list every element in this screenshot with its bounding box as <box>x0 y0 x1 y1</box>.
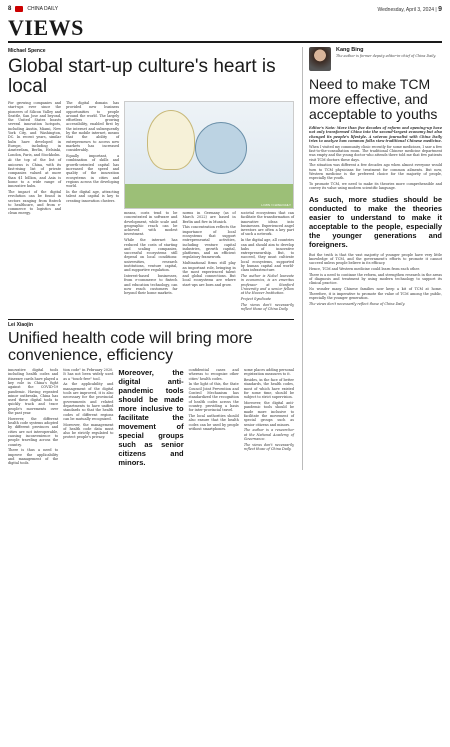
paragraph: Multinational firms still play an important role, bringing in the most experienced talent and global connections. But local ecosystems are where start-ups are born and grow. <box>182 261 236 287</box>
paragraph: Moreover, the management of health code data must also be strictly regulated to protect people's privacy. <box>63 422 114 440</box>
author-name: Kang Bing <box>336 47 364 53</box>
article2-headline: Unified health code will bring more convenience, efficiency <box>8 330 253 365</box>
lightbulb-icon <box>147 110 195 170</box>
disclaimer: The views don't necessarily reflect those of China Daily. <box>240 302 294 312</box>
paragraph: In the light of this, the State Council Joint Prevention and Control Mechanism has standardized the recognition of health codes across the country, providing a basis for inter-provincial travel. <box>188 382 239 413</box>
paragraph: Hence, TCM and Western medicine could learn from each other. <box>309 267 420 272</box>
article2-pull-quote: Moreover, the digital anti-pandemic tools should be made more inclusive to facilitate the movement of special groups such as senior citizens and minors. <box>118 368 184 468</box>
article1-byline: Michael Spence <box>8 48 46 54</box>
illustration-image <box>124 101 294 209</box>
paragraph: In the digital age, all countries can and should aim to develop hubs of innovative entrepreneurship. But, to succeed, they must cultivate local ecosystems, supported by human capital and world-class infrastructure. <box>240 238 294 273</box>
article2-col-1 <box>8 368 58 470</box>
author-avatar <box>309 47 331 71</box>
illustration-credit: LI MIN / CHINA DAILY <box>261 202 291 207</box>
paragraph: The digital domain has provided new business opportunities to people around the world. The largely effortless growing accessibility, enabled first by the internet and subsequently by the mobile internet, means that the ability of entrepreneurs to access new markets has increased considerably. <box>66 101 120 153</box>
source-note: Project Syndicate <box>240 297 272 302</box>
paragraph: When I visited my community clinic recently for some medicines, I saw a few fast-to-the-consultation room. The traditional Chinese medicine department was empty and the young doctor who attends there told me that few patients visit TCM doctors these days. <box>309 144 442 162</box>
paragraph: norms in Germany (as of March 2022) are based in Berlin and five in Munich. <box>182 211 236 224</box>
paragraph: To promote TCM, we need to make its theories more comprehensible and convey its value using modern scientific language. <box>309 182 442 191</box>
left-column <box>8 47 294 470</box>
page-header: 8 CHINA DAILY Wednesday, April 3, 2024 | 9 <box>8 5 442 13</box>
section-title: VIEWS <box>8 15 84 40</box>
paragraph: The local authorities should also ensure that the health codes can be used by people without smartphones. <box>188 414 239 431</box>
paragraph: some places adding personal registration measures to it. <box>243 368 294 377</box>
disclaimer: The views don't necessarily reflect those of China Daily. <box>309 301 406 306</box>
article1-art-and-cols <box>124 101 294 313</box>
paragraph: There is thus a need to improve the applicability and management of the digital tools. <box>8 448 59 466</box>
paragraph: confidential cases and whereas to recognize other cities' health codes. <box>188 368 239 381</box>
article2-col-2 <box>63 368 113 470</box>
paragraph: Equally important, a combination of skills and growth-oriented capital has increased the speed and quality of the innovation ecosystems in cities and regions across the developing world. <box>66 154 120 189</box>
article1-lower-cols <box>124 211 294 313</box>
article-divider <box>8 319 294 320</box>
right-column <box>302 47 442 470</box>
paragraph: The situation was different a few decades ago when almost everyone would turn to TCM physicians for treatment for common ailments. But now, Western medicine is the preferred choice for the majority of people, especially the youth. <box>309 163 442 181</box>
article1-col-4 <box>182 211 235 313</box>
paragraph: Moreover, the digital anti-pandemic tools should be made more inclusive to facilitate the movement of special groups such as senior citizens and minors. <box>243 401 294 427</box>
paragraph: innovative digital tools including health codes and itinerary cards have played a key role in China's fight against the COVID-19 pandemic. Having repeated minor outbreaks, China has used these digital tools to quickly track and trace people's movements over the past year. <box>8 368 59 415</box>
paragraph: Besides, in the face of better standards, the health codes, most of which have existed for some time, should be subject to strict supervision. <box>243 378 294 400</box>
author-block <box>309 47 442 71</box>
issue-date: Wednesday, April 3, 2024 <box>377 6 435 13</box>
publication-name: CHINA DAILY <box>27 6 59 12</box>
article3-pull-quote: As such, more studies should be conducted to make the theories easier to understand to make it acceptable to the people, especially the younger generations and foreigners. <box>309 194 442 249</box>
article2-body <box>8 368 294 470</box>
author-note: The author is a researcher at the National Academy of Governance. <box>243 428 294 441</box>
globe-icon <box>195 122 247 174</box>
article2-pull-col <box>118 368 183 470</box>
paragraph: However, the different health code systems adopted by different provinces and cities are not interoperable, causing inconvenience to people traveling across the country. <box>8 416 59 447</box>
paragraph: Interest-based businesses, from e-commerce to fintech and education technology, can now reach customers far beyond their home markets. <box>124 274 178 296</box>
content-grid <box>8 47 442 470</box>
paragraph: The impact of the digital revolution can be found in sectors ranging from fintech to healthcare, and from e-commerce to logistics and clean energy. <box>8 189 62 216</box>
article2-col-4 <box>189 368 239 470</box>
paragraph: There is a need to continue the reform, and strengthen research in the areas of diagnosis and treatment by using modern technology to support its clinical practice. <box>309 272 442 286</box>
paragraph: At the top of the list of unicorns is China, with its fast-rising list of private companies valued at more than $1 billion, and Asia is home to a wide range of innovative hubs. <box>8 158 62 189</box>
article1-col-3 <box>124 211 177 313</box>
article1-headline: Global start-up culture's heart is local <box>8 56 276 97</box>
paragraph: means, costs tend to be concentrated in software and development, while scale and geographic reach can be achieved with modest investment. <box>124 211 178 237</box>
section-header <box>8 17 442 39</box>
paragraph: societal ecosystems that can facilitate the transformation of innovative ideas into businesses. Experienced angel investors are often a key part of such a network. <box>240 211 294 237</box>
article2-byline: Lei Xiaojin <box>8 322 34 329</box>
article1-col-1 <box>8 101 61 313</box>
page-label: 9 <box>438 5 442 13</box>
china-daily-logo-icon <box>15 6 23 12</box>
page-number: 8 <box>8 6 12 12</box>
author-bio: The author is former deputy editor-in-chief of China Daily. <box>336 54 436 58</box>
article1-body <box>8 101 294 313</box>
editors-note: Editor's Note: More than five decades of reform and opening-up have not only transformed China into the second-largest economy but also changed its people's lifestyle. A veteran journalist with China Daily tries to analyze how common folks view traditional Chinese medicine. <box>309 126 442 143</box>
paragraph: While the internet has reduced the costs of starting and scaling companies, successful ecosystems still depend on local conditions: universities, research institutions, venture capital, and supportive regulation. <box>124 238 178 273</box>
disclaimer: The views don't necessarily reflect those of China Daily. <box>243 442 294 452</box>
article1-col-2 <box>66 101 119 313</box>
paragraph: But the truth is that the vast majority of younger people have very little knowledge of TCM, and the government's efforts to promote it cannot succeed unless people believe in its efficacy. <box>309 252 442 266</box>
paragraph: In the digital age, attracting talent and capital is key to creating innovation clusters. <box>66 189 120 203</box>
section-rule <box>8 41 442 43</box>
paragraph: For growing companies and start-ups ever since the pioneers of Silicon Valley and Seattle, San Jose and beyond, the United States boasts several innovation hotspots, including Austin, Miami, New York City, and Washington, DC. In recent years, similar hubs have developed in Europe, including in Amsterdam, Berlin, Helsinki, London, Paris, and Stockholm. <box>8 101 62 157</box>
paragraph: As the applicability and management of the digital tools are improved, it is also necessary for the provincial governments and related departments to have unified standards so that the health codes of different regions can be mutually recognized. <box>63 382 114 421</box>
article3-headline: Need to make TCM more effective, and acceptable to youths <box>309 76 438 122</box>
paragraph: This concentration reflects the importance of local ecosystems that support entrepreneurial activities, including venture capital industries, growth capital, platforms, and an efficient regulatory framework. <box>182 225 236 260</box>
paragraph: tion code" in February 2020. It has not been widely used as a "touch-free" tool. <box>63 368 114 381</box>
article3-body <box>309 126 442 306</box>
author-note: The author is Nobel laureate in economics, is an emeritus professor at Stanford University and a senior fellow at the Hoover Institution. <box>240 274 294 296</box>
paragraph: No wonder many Chinese families now keep a kit of TCM at home. Therefore, it is imperative to promote the value of TCM among the public, especially the younger generation. <box>309 287 442 300</box>
article1-col-5 <box>241 211 294 313</box>
article2-col-5 <box>244 368 294 470</box>
